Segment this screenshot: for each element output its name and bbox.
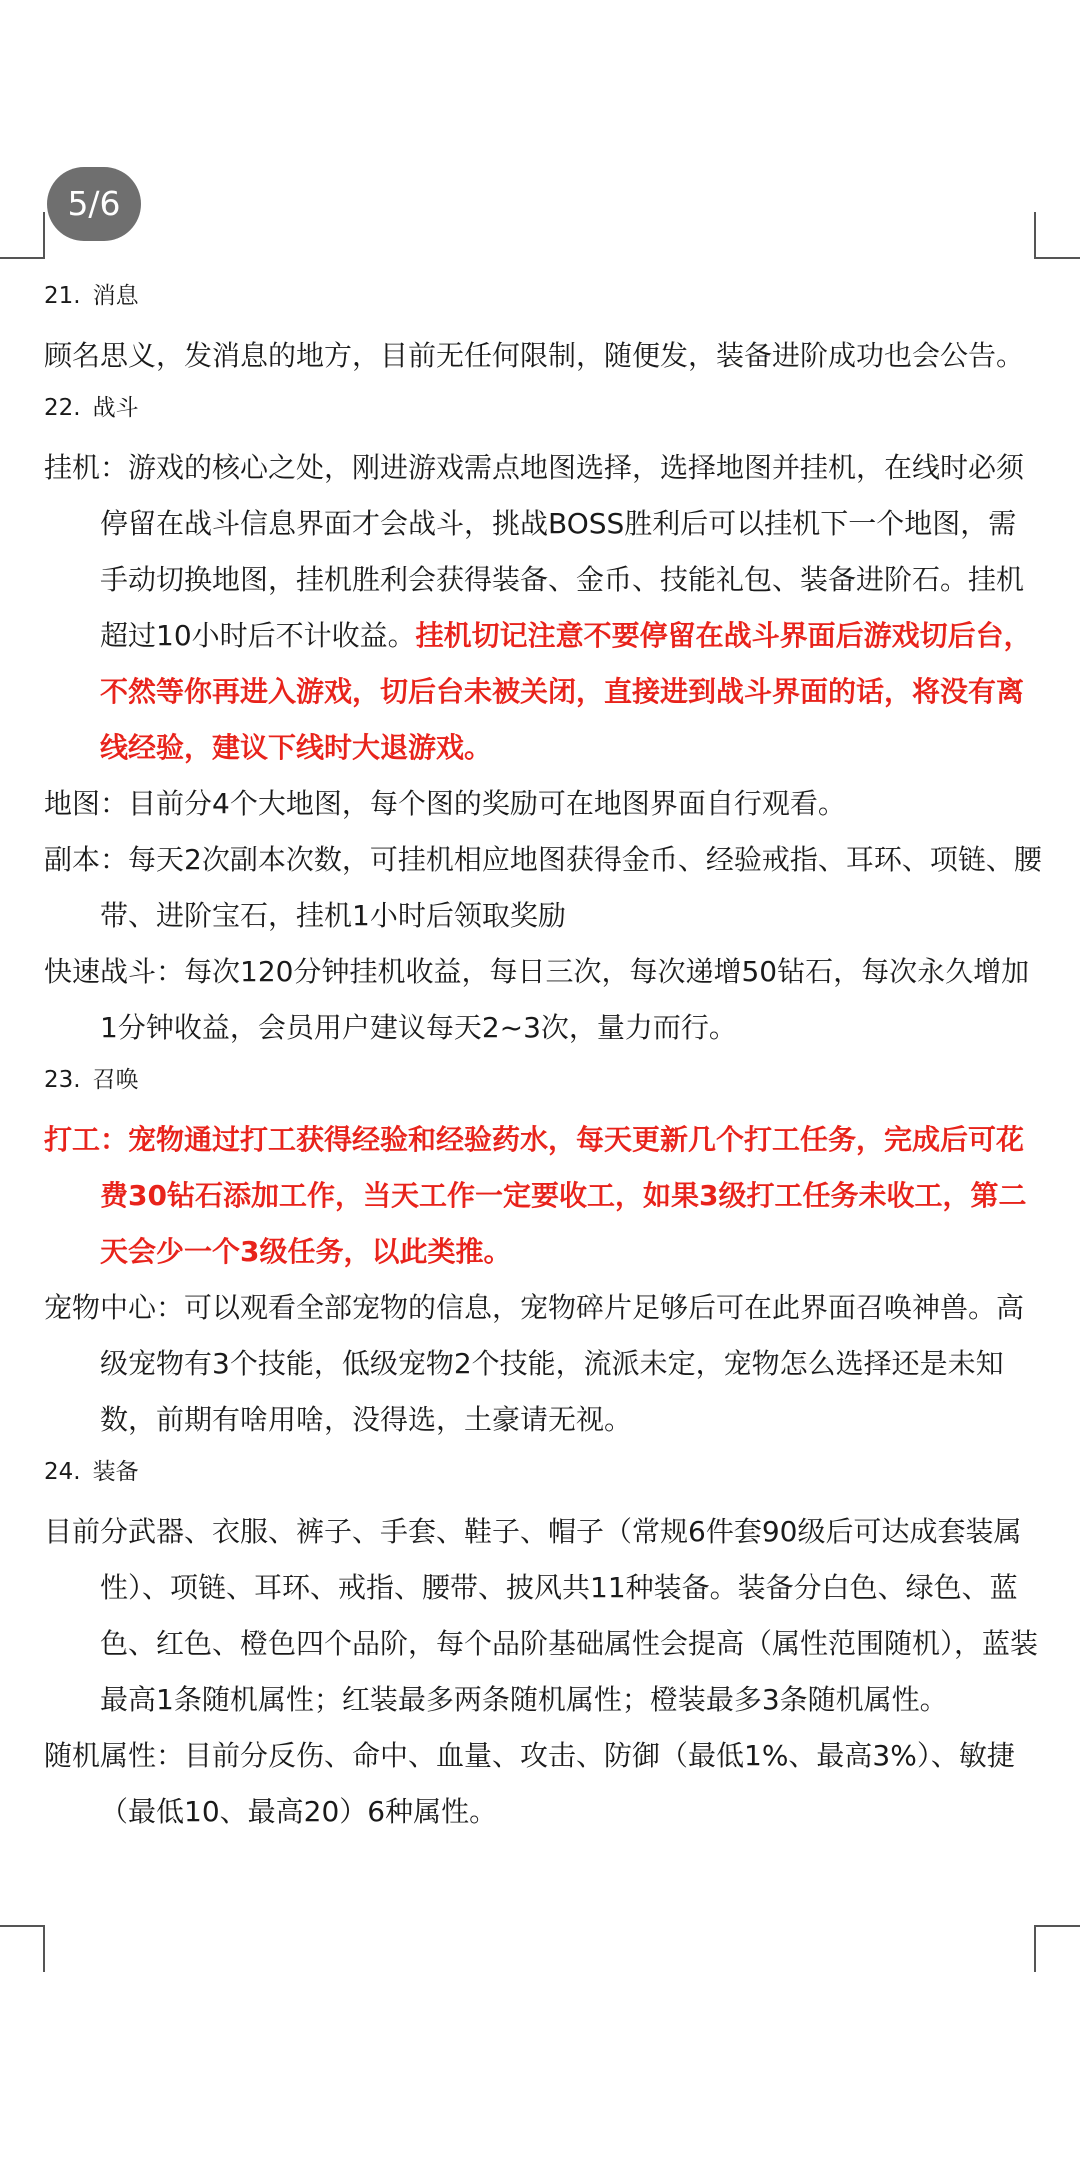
paragraph: 地图：目前分4个大地图，每个图的奖励可在地图界面自行观看。 (44, 787, 846, 820)
section-heading: 22. 战斗 (44, 395, 139, 421)
section-heading: 24. 装备 (44, 1459, 139, 1485)
paragraph: 宠物中心：可以观看全部宠物的信息，宠物碎片足够后可在此界面召唤神兽。高级宠物有3个技能，低级宠物2个技能，流派未定，宠物怎么选择还是未知数，前期有啥用啥，没得选，土豪请无视。 (44, 1291, 1025, 1436)
crop-mark-top-left (0, 212, 45, 259)
paragraph: 顾名思义，发消息的地方，目前无任何限制，随便发，装备进阶成功也会公告。 (44, 339, 1025, 372)
paragraph: 副本：每天2次副本次数，可挂机相应地图获得金币、经验戒指、耳环、项链、腰带、进阶宝石，挂机1小时后领取奖励 (44, 843, 1042, 932)
paragraph: 挂机：游戏的核心之处，刚进游戏需点地图选择，选择地图并挂机，在线时必须停留在战斗信息界面才会战斗，挑战BOSS胜利后可以挂机下一个地图，需手动切换地图，挂机胜利会获得装备、金币、技能礼包、装备进阶石。挂机超过10小时后不计收益。挂机切记注意不要停留在战斗界面后游戏切后台，不然等你再进入游戏，切后台未被关闭，直接进到战斗界面的话，将没有离线经验，建议下线时大退游戏。 (44, 451, 1032, 764)
crop-mark-top-right (1034, 212, 1080, 259)
crop-mark-bottom-right (1034, 1925, 1080, 1972)
document-body (44, 272, 1044, 1840)
section-heading: 23. 召唤 (44, 1067, 139, 1093)
section-heading: 21. 消息 (44, 283, 139, 309)
page-indicator-badge: 5/6 (47, 167, 141, 241)
paragraph: 随机属性：目前分反伤、命中、血量、攻击、防御（最低1%、最高3%）、敏捷（最低10、最高20）6种属性。 (44, 1739, 1015, 1828)
paragraph: 快速战斗：每次120分钟挂机收益，每日三次，每次递增50钻石，每次永久增加1分钟收益，会员用户建议每天2~3次，量力而行。 (44, 955, 1030, 1044)
crop-mark-bottom-left (0, 1925, 45, 1972)
paragraph: 目前分武器、衣服、裤子、手套、鞋子、帽子（常规6件套90级后可达成套装属性）、项链、耳环、戒指、腰带、披风共11种装备。装备分白色、绿色、蓝色、红色、橙色四个品阶，每个品阶基础属性会提高（属性范围随机），蓝装最高1条随机属性；红装最多两条随机属性；橙装最多3条随机属性。 (44, 1515, 1039, 1716)
paragraph: 打工：宠物通过打工获得经验和经验药水，每天更新几个打工任务，完成后可花费30钻石添加工作，当天工作一定要收工，如果3级打工任务未收工，第二天会少一个3级任务，以此类推。 (44, 1123, 1027, 1268)
